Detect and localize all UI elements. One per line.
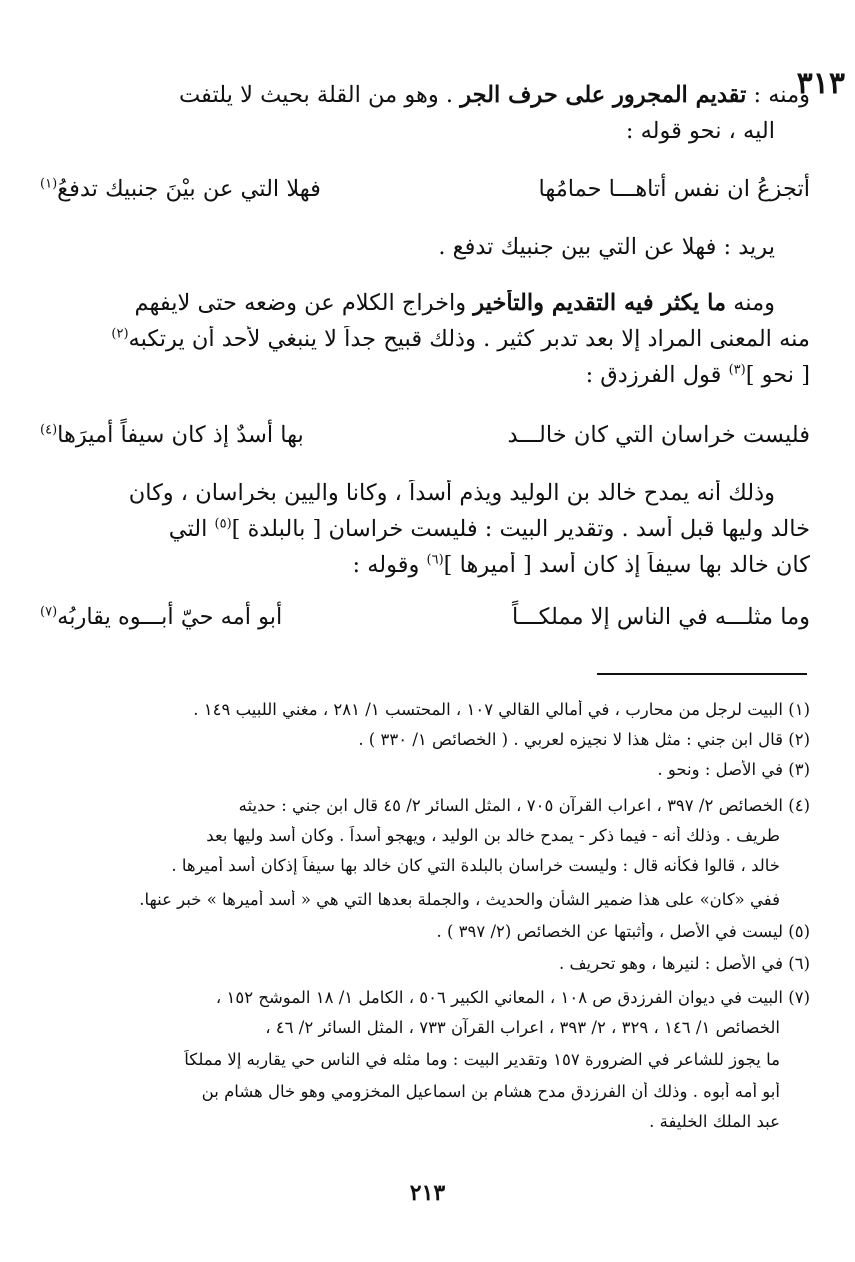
text: . وهو من القلة بحيث لا يلتفت (178, 82, 461, 108)
text: [ نحو ] (745, 362, 810, 388)
margin-page-number: ٣١٣ (796, 66, 845, 101)
text: كان خالد بها سيفاً إذ كان أسد [ أميرها ] (443, 552, 810, 578)
footnote-4-line-1: (٤) الخصائص ٢/ ٣٩٧ ، اعراب القرآن ٧٠٥ ، المثل السائر ٢/ ٤٥ قال ابن جني : حديثه (238, 796, 810, 815)
footnote-6: (٦) في الأصل : لنيرها ، وهو تحريف . (558, 954, 810, 973)
verse-3-first-hemistich: وما مثلـــه في الناس إلا مملكـــاً (511, 604, 810, 630)
verse-2-second-hemistich (40, 422, 304, 448)
paragraph-3-line-1 (40, 290, 775, 316)
verse-1-second-hemistich (40, 176, 321, 202)
text: منه المعنى المراد إلا بعد تدبر كثير . وذلك قبيح جداً لا ينبغي لأحد أن يرتكبه (128, 326, 810, 352)
verse-3-text: أبو أمه حيّ أبـــوه يقاربُه (57, 604, 283, 630)
footnote-4-line-3: خالد ، قالوا فكأنه قال : وليست خراسان بالبلدة التي كان خالد بها سيفاً إذكان أسد أميرها . (171, 856, 780, 875)
page-number: ٢١٣ (409, 1180, 446, 1206)
paragraph-4-line-1: وذلك أنه يمدح خالد بن الوليد ويذم أسداً ، وكانا واليين بخراسان ، وكان (128, 480, 775, 506)
verse-2 (40, 422, 810, 456)
verse-2-first-hemistich: فليست خراسان التي كان خالـــد (507, 422, 810, 448)
paragraph-4-line-3 (40, 552, 810, 578)
footnote-4-line-4: ففي «كان» على هذا ضمير الشأن والحديث ، والجملة بعدها التي هي « أسد أميرها » خبر عنها. (139, 890, 780, 909)
footnote-divider (597, 673, 807, 675)
text: خالد وليها قبل أسد . وتقدير البيت : فليست خراسان [ بالبلدة ] (231, 516, 810, 542)
paragraph-2: يريد : فهلا عن التي بين جنبيك تدفع . (438, 234, 775, 260)
paragraph-1-line-1 (40, 82, 810, 108)
bold-term: تقديم المجرور على حرف الجر (460, 82, 747, 108)
verse-2-text: بها أسدٌ إذ كان سيفاً أميرَها (57, 422, 304, 448)
paragraph-4-line-2 (40, 516, 810, 542)
footnote-7-line-1: (٧) البيت في ديوان الفرزدق ص ١٠٨ ، المعاني الكبير ٥٠٦ ، الكامل ١/ ١٨ الموشح ١٥٢ ، (215, 988, 810, 1007)
footnote-7-line-4: أبو أمه أبوه . وذلك أن الفرزدق مدح هشام بن اسماعيل المخزومي وهو خال هشام بن (201, 1082, 780, 1101)
footnote-ref: (١) (40, 176, 58, 192)
verse-3-second-hemistich (40, 604, 282, 630)
footnote-3: (٣) في الأصل : ونحو . (657, 760, 810, 779)
paragraph-1-line-2: اليه ، نحو قوله : (625, 118, 775, 144)
text: ومنه (726, 290, 775, 316)
footnote-4-line-2: طريف . وذلك أنه - فيما ذكر - يمدح خالد بن الوليد ، ويهجو أسداً . وكان أسد وليها بعد (206, 826, 780, 845)
paragraph-3-line-2 (40, 326, 810, 352)
verse-1 (40, 176, 810, 210)
footnote-7-line-5: عبد الملك الخليفة . (649, 1112, 780, 1131)
verse-1-first-hemistich: أتجزعُ ان نفس أتاهـــا حمامُها (538, 176, 810, 202)
footnote-ref: (٣) (728, 362, 746, 378)
paragraph-3-line-3 (40, 362, 810, 388)
text: واخراج الكلام عن وضعه حتى لايفهم (134, 290, 474, 316)
footnote-ref: (٥) (214, 516, 232, 532)
footnote-ref: (٢) (111, 326, 129, 342)
footnote-7-line-3: ما يجوز للشاعر في الضرورة ١٥٧ وتقدير البيت : وما مثله في الناس حي يقاربه إلا مملكاً (184, 1050, 780, 1069)
bold-term: ما يكثر فيه التقديم والتأخير (473, 290, 727, 316)
footnote-1: (١) البيت لرجل من محارب ، في أمالي القالي ١٠٧ ، المحتسب ١/ ٢٨١ ، مغني اللبيب ١٤٩ . (193, 700, 810, 719)
footnote-2: (٢) قال ابن جني : مثل هذا لا نجيزه لعربي . ( الخصائص ١/ ٣٣٠ ) . (358, 730, 810, 749)
text: التي (168, 516, 215, 542)
footnote-ref: (٤) (40, 422, 58, 438)
footnote-5: (٥) ليست في الأصل ، وأثبتها عن الخصائص (٢/ ٣٩٧ ) . (436, 922, 810, 941)
text: قول الفرزدق : (585, 362, 729, 388)
footnote-ref: (٦) (426, 552, 444, 568)
footnote-ref: (٧) (40, 604, 58, 620)
text: وقوله : (352, 552, 427, 578)
footnote-7-line-2: الخصائص ١/ ١٤٦ ، ٣٢٩ ، ٢/ ٣٩٣ ، اعراب القرآن ٧٣٣ ، المثل السائر ٢/ ٤٦ ، (265, 1018, 780, 1037)
verse-3 (40, 604, 810, 638)
verse-1-text: فهلا التي عن بيْنَ جنبيك تدفعُ (57, 176, 321, 202)
text: ومنه : (746, 82, 810, 108)
